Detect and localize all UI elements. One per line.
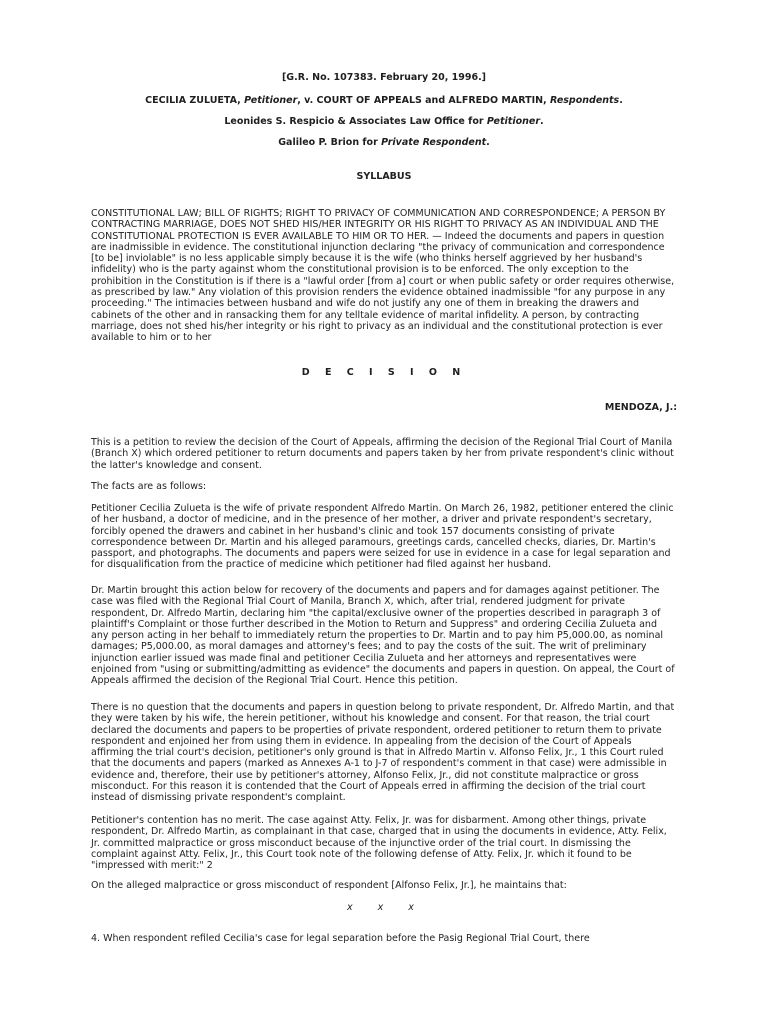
counsel-respondent-name: Galileo P. Brion for [278,137,382,148]
counsel-respondent-period: . [486,137,490,148]
counsel-petitioner-role: Petitioner [486,116,541,127]
omission-marks: x x x [347,902,414,913]
body-paragraph: There is no question that the documents and papers in question belong to private respondent, Dr. Alfredo Martin, and that they were taken by his wife, the herein petitioner, without his knowledge and consent. For that reason, the trial court declared the documents and papers to be properties of private respondent, ordered petitioner to return them to private respondent and enjoined her from using them in evidence. In appealing from the decision of the Court of Appeals affirming the trial court's decision, petitioner's only ground is that in Alfredo Martin v. Alfonso Felix, Jr., 1 this Court ruled that the documents and papers (marked as Annexes A-1 to J-7 of respondent's comment in that case) were admissible in evidence and, therefore, their use by petitioner's attorney, Alfonso Felix, Jr., did not constitute malpractice or gross misconduct. For this reason it is contended that the Court of Appeals erred in affirming the decision of the trial court instead of dismissing private respondent's complaint. [91,702,675,804]
petitioner-role: Petitioner [244,95,298,106]
body-paragraph: This is a petition to review the decision of the Court of Appeals, affirming the decision of the Regional Trial Court of Manila (Branch X) which ordered petitioner to return documents and papers taken by her from private respondent's clinic without the latter's knowledge and consent. [91,437,674,471]
body-paragraph: Petitioner's contention has no merit. The case against Atty. Felix, Jr. was for disbarment. Among other things, private respondent, Dr. Alfredo Martin, as complainant in that case, charged that in using the documents in evidence, Atty. Felix, Jr. committed malpractice or gross misconduct because of the injunctive order of the trial court. In dismissing the complaint against Atty. Felix, Jr., this Court took note of the following defense of Atty. Felix, Jr. which it found to be "impressed with merit:" 2 [91,815,667,872]
body-paragraph: On the alleged malpractice or gross misconduct of respondent [Alfonso Felix, Jr.], he maintains that: [91,880,567,891]
syllabus-text: CONSTITUTIONAL LAW; BILL OF RIGHTS; RIGHT TO PRIVACY OF COMMUNICATION AND CORRESPONDENCE; A PERSON BY CONTRACTING MARRIAGE, DOES NOT SHED HIS/HER INTEGRITY OR HIS RIGHT TO PRIVACY AS AN INDIVIDUAL AND THE CONSTITUTIONAL PROTECTION IS EVER AVAILABLE TO HIM OR TO HER. — Indeed the documents and papers in question are inadmissible in evidence. The constitutional injunction declaring "the privacy of communication and correspondence [to be] inviolable" is no less applicable simply because it is the wife (who thinks herself aggrieved by her husband's infidelity) who is the party against whom the constitutional provision is to be enforced. The only exception to the prohibition in the Constitution is if there is a "lawful order [from a] court or when public safety or order requires otherwise, as prescribed by law." Any violation of this provision renders the evidence obtained inadmissible "for any purpose in any proceeding." The intimacies between husband and wife do not justify any one of them in breaking the drawers and cabinets of the other and in ransacking them for any telltale evidence of marital infidelity. A person, by contracting marriage, does not shed his/her integrity or his right to privacy as an individual and the constitutional protection is ever available to him or to her [91,208,675,344]
petitioner-name: CECILIA ZULUETA, [145,95,245,106]
body-paragraph: Dr. Martin brought this action below for recovery of the documents and papers and for damages against petitioner. The case was filed with the Regional Trial Court of Manila, Branch X, which, after trial, rendered judgment for private respondent, Dr. Alfredo Martin, declaring him "the capital/exclusive owner of the properties described in paragraph 3 of plaintiff's Complaint or those further described in the Motion to Return and Suppress" and ordering Cecilia Zulueta and any person acting in her behalf to immediately return the properties to Dr. Martin and to pay him P5,000.00, as nominal damages; P5,000.00, as moral damages and attorney's fees; and to pay the costs of the suit. The writ of preliminary injunction earlier issued was made final and petitioner Cecilia Zulueta and her attorneys and representatives were enjoined from "using or submitting/admitting as evidence" the documents and papers in question. On appeal, the Court of Appeals affirmed the decision of the Regional Trial Court. Hence this petition. [91,585,675,687]
counsel-petitioner-name: Leonides S. Respicio & Associates Law Office for [224,116,487,127]
respondent-role: Respondents [549,95,620,106]
counsel-respondent [0,137,768,148]
case-citation: [G.R. No. 107383. February 20, 1996.] [281,72,487,83]
counsel-petitioner-period: . [540,116,544,127]
body-paragraph: 4. When respondent refiled Cecilia's case for legal separation before the Pasig Regional Trial Court, there [91,933,590,944]
versus-text: , v. COURT OF APPEALS and ALFREDO MARTIN, [297,95,550,106]
body-paragraph: Petitioner Cecilia Zulueta is the wife of private respondent Alfredo Martin. On March 26, 1982, petitioner entered the clinic of her husband, a doctor of medicine, and in the presence of her mother, a driver and private respondent's secretary, forcibly opened the drawers and cabinet in her husband's clinic and took 157 documents consisting of private correspondence between Dr. Martin and his alleged paramours, greetings cards, cancelled checks, diaries, Dr. Martin's passport, and photographs. The documents and papers were seized for use in evidence in a case for legal separation and for disqualification from the practice of medicine which petitioner had filed against her husband. [91,503,674,571]
body-paragraph: The facts are as follows: [91,481,207,492]
syllabus-heading: SYLLABUS [356,171,412,182]
decision-heading: D E C I S I O N [301,367,467,378]
parties-period: . [619,95,623,106]
case-parties [0,95,768,106]
ponente-line: MENDOZA, J.: [604,402,677,413]
counsel-petitioner [0,116,768,127]
counsel-respondent-role: Private Respondent [381,137,487,148]
